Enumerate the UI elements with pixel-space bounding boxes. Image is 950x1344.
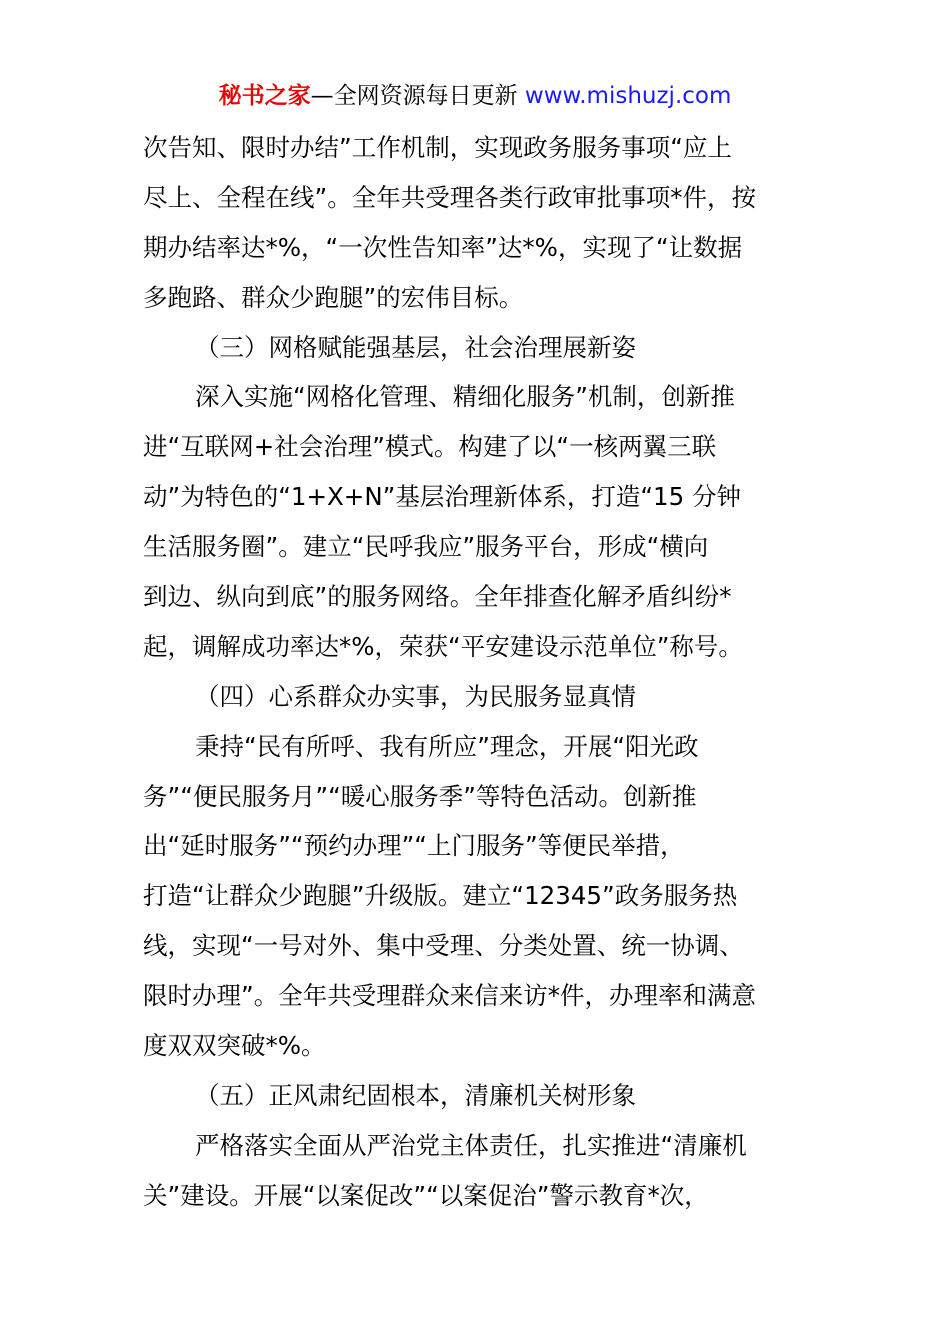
text-line: 尽上、全程在线”。全年共受理各类行政审批事项*件，按 [143,182,756,212]
text-line: 出“延时服务”“预约办理”“上门服务”等便民举措， [143,831,685,861]
text-line: （四）心系群众办实事，为民服务显真情 [195,681,636,711]
text-line: 动”为特色的“1+X+N”基层治理新体系，打造“15 分钟 [143,482,741,512]
text-line: 度双双突破*%。 [143,1031,326,1061]
text-line: 关”建设。开展“以案促改”“以案促治”警示教育*次， [143,1180,709,1210]
page-header [0,80,950,112]
text-line: 限时办理”。全年共受理群众来信来访*件，办理率和满意 [143,981,756,1011]
text-line: 进“互联网+社会治理”模式。构建了以“一核两翼三联 [143,432,717,462]
text-line: 秉持“民有所呼、我有所应”理念，开展“阳光政 [195,731,699,761]
text-line: 打造“让群众少跑腿”升级版。建立“12345”政务服务热 [143,881,738,911]
text-line: （五）正风肃纪固根本，清廉机关树形象 [195,1080,636,1110]
text-line: （三）网格赋能强基层，社会治理展新姿 [195,332,636,362]
text-line: 到边、纵向到底”的服务网络。全年排查化解矛盾纠纷* [143,582,732,612]
document-body [143,123,813,1221]
text-line: 深入实施“网格化管理、精细化服务”机制，创新推 [195,382,735,412]
header-tagline: —全网资源每日更新 [310,83,518,109]
text-line: 起，调解成功率达*%，荣获“平安建设示范单位”称号。 [143,631,743,661]
text-line: 期办结率达*%，“一次性告知率”达*%，实现了“让数据 [143,232,743,262]
brand-name: 秘书之家 [218,83,311,109]
text-line: 严格落实全面从严治党主体责任，扎实推进“清廉机 [195,1130,747,1160]
text-line: 多跑路、群众少跑腿”的宏伟目标。 [143,282,524,312]
site-url-link[interactable]: www.mishuzj.com [524,83,732,109]
text-line: 务”“便民服务月”“暖心服务季”等特色活动。创新推 [143,781,697,811]
text-line: 次告知、限时办结”工作机制，实现政务服务事项“应上 [143,133,732,162]
text-line: 线，实现“一号对外、集中受理、分类处置、统一协调、 [143,931,744,961]
text-line: 生活服务圈”。建立“民呼我应”服务平台，形成“横向 [143,532,709,562]
